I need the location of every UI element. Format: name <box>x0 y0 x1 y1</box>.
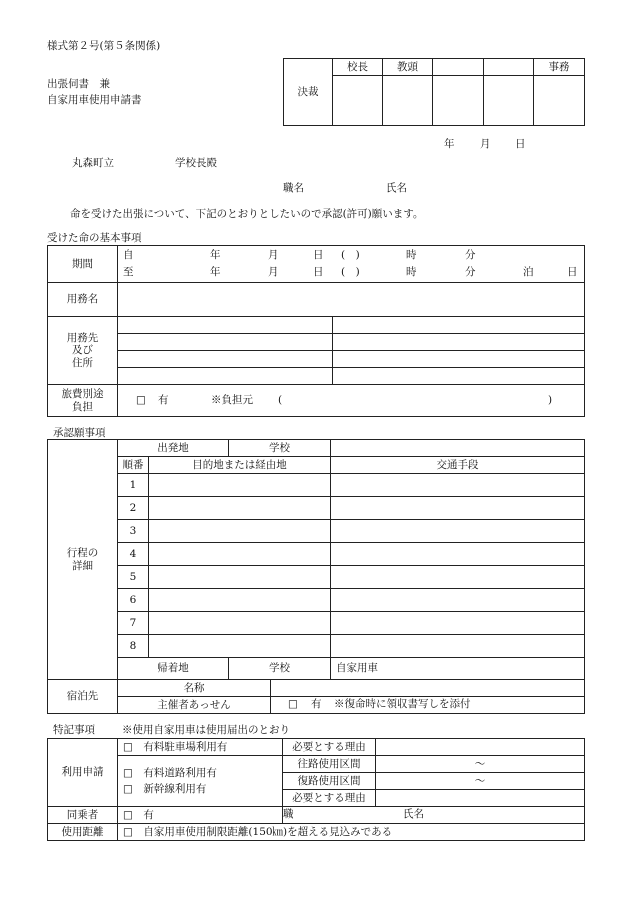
lodging-name-input[interactable] <box>271 680 585 697</box>
transport-input[interactable] <box>331 635 585 658</box>
lodging-name-label: 名称 <box>118 680 271 697</box>
to-year: 年 <box>210 266 221 278</box>
departure-input[interactable] <box>331 440 585 457</box>
address-input[interactable] <box>333 334 585 351</box>
departure-label: 出発地 <box>118 440 229 457</box>
to-minute: 分 <box>465 266 476 278</box>
addressee-town: 丸森町立 <box>72 157 114 169</box>
approval-col-office: 事務 <box>534 59 585 76</box>
from-day: 日 <box>313 249 324 261</box>
to-label: 至 <box>123 266 134 278</box>
route-input[interactable] <box>149 589 331 612</box>
row-number: 3 <box>118 520 149 543</box>
row-number: 4 <box>118 543 149 566</box>
destination-label-3: 住所 <box>72 356 93 369</box>
basic-table <box>47 245 585 417</box>
destination-header: 目的地または経由地 <box>149 457 331 474</box>
distance-label: 使用距離 <box>48 824 118 841</box>
days-label: 日 <box>567 266 578 278</box>
paid-parking-label: 有料駐車場利用有 <box>143 740 228 753</box>
business-label: 用務名 <box>48 283 118 317</box>
route-input[interactable] <box>149 520 331 543</box>
lodging-label: 宿泊先 <box>48 680 118 714</box>
outbound-input[interactable]: ～ <box>376 756 585 773</box>
stamp-cell[interactable] <box>383 76 433 126</box>
date-day: 日 <box>515 138 526 150</box>
transport-input[interactable] <box>331 566 585 589</box>
to-hour: 時 <box>406 266 417 278</box>
travel-open: ( <box>278 393 283 406</box>
to-month: 月 <box>268 266 279 278</box>
passenger-label: 同乗者 <box>48 807 118 824</box>
lodging-agent-cell <box>271 697 585 714</box>
addressee-principal: 学校長殿 <box>175 157 217 169</box>
shinkansen-label: 新幹線利用有 <box>143 782 207 795</box>
order-header: 順番 <box>118 457 149 474</box>
departure-school: 学校 <box>229 440 331 457</box>
address-input[interactable] <box>333 351 585 368</box>
lodging-yes: 有 <box>311 697 322 710</box>
special-table <box>47 738 585 841</box>
outbound-label: 往路使用区間 <box>283 756 376 773</box>
row-number: 2 <box>118 497 149 520</box>
parking-reason-label: 必要とする理由 <box>283 739 376 756</box>
form-number: 様式第２号(第５条関係) <box>47 40 161 52</box>
form-title-line1: 出張伺書 兼 <box>47 78 110 90</box>
route-reason-label: 必要とする理由 <box>283 790 376 807</box>
address-input[interactable] <box>333 317 585 334</box>
lodging-table <box>47 679 585 714</box>
itinerary-label-1: 行程の <box>66 547 99 560</box>
toll-cell <box>118 756 283 807</box>
travel-close: ) <box>548 393 553 406</box>
shinkansen-checkbox[interactable]: □ <box>123 782 133 795</box>
travel-cell <box>118 385 585 417</box>
return-route-label: 復路使用区間 <box>283 773 376 790</box>
transport-input[interactable] <box>331 474 585 497</box>
to-day: 日 <box>313 266 324 278</box>
transport-input[interactable] <box>331 520 585 543</box>
paid-parking-checkbox[interactable]: □ <box>123 740 133 753</box>
return-label: 帰着地 <box>118 658 229 680</box>
row-number: 6 <box>118 589 149 612</box>
route-input[interactable] <box>149 474 331 497</box>
itinerary-label-2: 詳細 <box>72 559 93 572</box>
route-input[interactable] <box>149 543 331 566</box>
stamp-cell[interactable] <box>333 76 383 126</box>
approval-col-vice: 教頭 <box>383 59 433 76</box>
from-weekday: ( ) <box>341 249 360 261</box>
passenger-yes: 有 <box>143 808 154 821</box>
return-school: 学校 <box>229 658 331 680</box>
route-input[interactable] <box>149 566 331 589</box>
passenger-detail[interactable] <box>283 807 585 824</box>
date-year: 年 <box>444 138 455 150</box>
usage-label: 利用申請 <box>48 739 118 807</box>
itinerary-table <box>47 439 585 680</box>
position-label: 職名 <box>283 182 304 194</box>
from-label: 自 <box>123 249 134 261</box>
toll-checkbox[interactable]: □ <box>123 767 133 780</box>
address-input[interactable] <box>333 368 585 385</box>
row-number: 5 <box>118 566 149 589</box>
destination-input[interactable] <box>118 368 333 385</box>
name-label: 氏名 <box>386 182 407 194</box>
approval-label: 決裁 <box>284 59 333 126</box>
transport-input[interactable] <box>331 612 585 635</box>
nights-label: 泊 <box>523 266 534 278</box>
paid-parking-cell <box>118 739 283 756</box>
destination-input[interactable] <box>118 351 333 368</box>
parking-reason-input[interactable] <box>376 739 585 756</box>
stamp-cell[interactable] <box>484 76 534 126</box>
route-input[interactable] <box>149 497 331 520</box>
passenger-checkbox[interactable]: □ <box>123 808 133 821</box>
approval-section-title: 承認願事項 <box>53 427 106 439</box>
travel-label <box>48 385 118 417</box>
destination-input[interactable] <box>118 334 333 351</box>
destination-label-2: 及び <box>72 344 93 357</box>
lodging-note: ※復命時に領収書写しを添付 <box>334 697 471 710</box>
route-input[interactable] <box>149 612 331 635</box>
toll-label: 有料道路利用有 <box>143 767 217 780</box>
period-cell[interactable] <box>118 246 585 283</box>
itinerary-label <box>48 440 118 680</box>
transport-header: 交通手段 <box>331 457 585 474</box>
route-input[interactable] <box>149 635 331 658</box>
special-section-title: 特記事項 <box>53 724 95 736</box>
travel-checkbox[interactable]: □ <box>136 393 146 406</box>
lodging-agent-label: 主催者あっせん <box>118 697 271 714</box>
row-number: 7 <box>118 612 149 635</box>
passenger-cell <box>118 807 283 824</box>
return-transport: 自家用車 <box>331 658 585 680</box>
to-weekday: ( ) <box>341 266 360 278</box>
destination-input[interactable] <box>118 317 333 334</box>
passenger-position: 職 <box>283 807 294 820</box>
lodging-checkbox[interactable]: □ <box>288 697 298 710</box>
approval-table <box>283 58 585 126</box>
passenger-name: 氏名 <box>403 807 424 820</box>
request-text: 命を受けた出張について、下記のとおりとしたいので承認(許可)願います。 <box>70 208 424 220</box>
distance-cell <box>118 824 585 841</box>
transport-input[interactable] <box>331 543 585 566</box>
distance-text: 自家用車使用制限距離(150㎞)を超える見込みである <box>143 825 393 838</box>
approval-col-blank1 <box>433 59 484 76</box>
travel-burden: ※負担元 <box>211 393 253 406</box>
transport-input[interactable] <box>331 589 585 612</box>
form-title-line2: 自家用車使用申請書 <box>47 94 142 106</box>
row-number: 8 <box>118 635 149 658</box>
approval-col-principal: 校長 <box>333 59 383 76</box>
from-hour: 時 <box>406 249 417 261</box>
business-input[interactable] <box>118 283 585 317</box>
from-month: 月 <box>268 249 279 261</box>
destination-label-1: 用務先 <box>66 332 99 345</box>
destination-label <box>48 317 118 385</box>
return-route-input[interactable]: ～ <box>376 773 585 790</box>
from-year: 年 <box>210 249 221 261</box>
stamp-cell[interactable] <box>433 76 484 126</box>
approval-col-blank2 <box>484 59 534 76</box>
stamp-cell[interactable] <box>534 76 585 126</box>
travel-yes: 有 <box>158 393 169 406</box>
distance-checkbox[interactable]: □ <box>123 825 133 838</box>
basic-section-title: 受けた命の基本事項 <box>47 232 142 244</box>
row-number: 1 <box>118 474 149 497</box>
period-label: 期間 <box>48 246 118 283</box>
from-minute: 分 <box>465 249 476 261</box>
route-reason-input[interactable] <box>376 790 585 807</box>
special-note: ※使用自家用車は使用届出のとおり <box>122 724 290 736</box>
travel-label-1: 旅費別途 <box>61 388 104 401</box>
travel-label-2: 負担 <box>72 400 93 413</box>
date-month: 月 <box>480 138 491 150</box>
transport-input[interactable] <box>331 497 585 520</box>
